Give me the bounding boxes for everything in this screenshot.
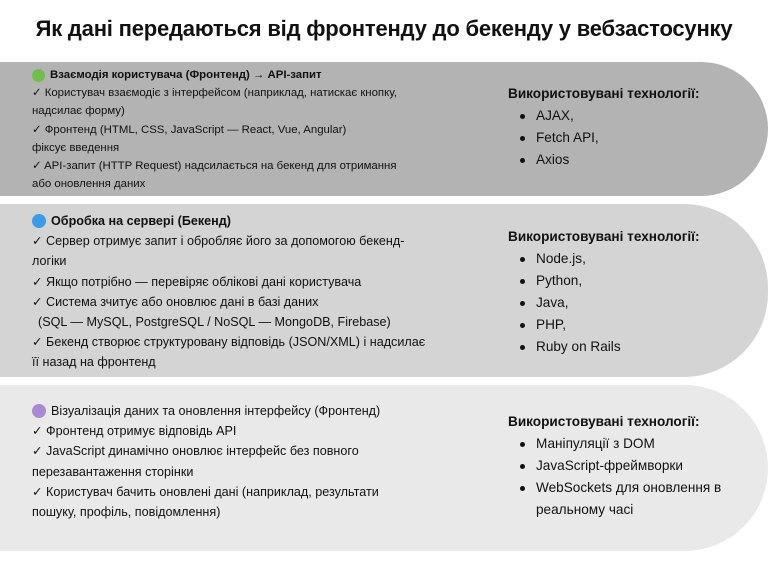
technology-item: Python, — [508, 270, 738, 292]
technology-item: Axios — [508, 149, 738, 171]
description-line: ✓ Бекенд створює структуровану відповідь (JSON/XML) і надсилає — [32, 335, 426, 350]
technology-item: Fetch API, — [508, 127, 738, 149]
green-circle-icon — [32, 69, 45, 82]
description-line: фіксує введення — [32, 141, 120, 154]
technologies-block — [508, 226, 738, 358]
description-line: ✓ Користувач взаємодіє з інтерфейсом (наприклад, натискає кнопку, — [32, 87, 397, 100]
section-description — [32, 211, 462, 373]
description-line: (SQL — MySQL, PostgreSQL / NoSQL — MongoDB, Firebase) — [38, 315, 391, 330]
technologies-title: Використовувані технології: — [508, 229, 700, 244]
section-heading: Взаємодія користувача (Фронтенд) → API-запит — [50, 69, 322, 81]
description-line: ✓ Якщо потрібно — перевіряє облікові дані користувача — [32, 274, 362, 289]
section-heading-row — [32, 66, 452, 84]
description-line: ✓ JavaScript динамічно оновлює інтерфейс без повного — [32, 444, 359, 459]
technologies-block — [508, 83, 738, 171]
technology-item: PHP, — [508, 314, 738, 336]
technologies-block — [508, 411, 738, 521]
section-heading-row — [32, 401, 462, 421]
description-line: ✓ Фронтенд отримує відповідь API — [32, 424, 237, 439]
technologies-list — [508, 433, 738, 521]
technology-item: WebSockets для оновлення в — [508, 477, 738, 499]
technologies-list — [508, 248, 738, 358]
technologies-title: Використовувані технології: — [508, 86, 700, 101]
technology-item: JavaScript-фреймворки — [508, 455, 738, 477]
description-line: або оновлення даних — [32, 178, 146, 191]
description-line: ✓ Система зчитує або оновлює дані в базі даних — [32, 294, 319, 309]
description-line: пошуку, профіль, повідомлення) — [32, 505, 221, 520]
description-line: ✓ Сервер отримує запит і обробляє його за допомогою бекенд- — [32, 234, 405, 249]
technology-item: реальному часі — [536, 502, 634, 517]
section-frontend-request — [0, 62, 768, 196]
description-line: надсилає форму) — [32, 105, 125, 118]
technology-item: Node.js, — [508, 248, 738, 270]
description-line: її назад на фронтенд — [32, 355, 156, 370]
section-heading-row — [32, 211, 462, 231]
description-line: ✓ Користувач бачить оновлені дані (наприклад, результати — [32, 484, 379, 499]
section-description — [32, 66, 452, 193]
description-line: логіки — [32, 254, 67, 269]
description-line: ✓ Фронтенд (HTML, CSS, JavaScript — React, Vue, Angular) — [32, 123, 347, 136]
section-description — [32, 401, 462, 522]
purple-circle-icon — [32, 404, 46, 418]
section-heading: Візуалізація даних та оновлення інтерфейсу (Фронтенд) — [51, 404, 381, 418]
technology-item: Маніпуляції з DOM — [508, 433, 738, 455]
description-line: перезавантаження сторінки — [32, 464, 194, 479]
blue-circle-icon — [32, 214, 46, 228]
technologies-title: Використовувані технології: — [508, 414, 700, 429]
technology-item: Java, — [508, 292, 738, 314]
section-heading: Обробка на сервері (Бекенд) — [51, 214, 231, 228]
technologies-list — [508, 105, 738, 171]
technology-item: Ruby on Rails — [508, 336, 738, 358]
technology-item: AJAX, — [508, 105, 738, 127]
page-title: Як дані передаються від фронтенду до бекенду у вебзастосунку — [35, 16, 733, 41]
section-server-processing — [0, 204, 768, 377]
section-ui-update — [0, 385, 768, 551]
description-line: ✓ API-запит (HTTP Request) надсилається на бекенд для отримання — [32, 160, 397, 173]
